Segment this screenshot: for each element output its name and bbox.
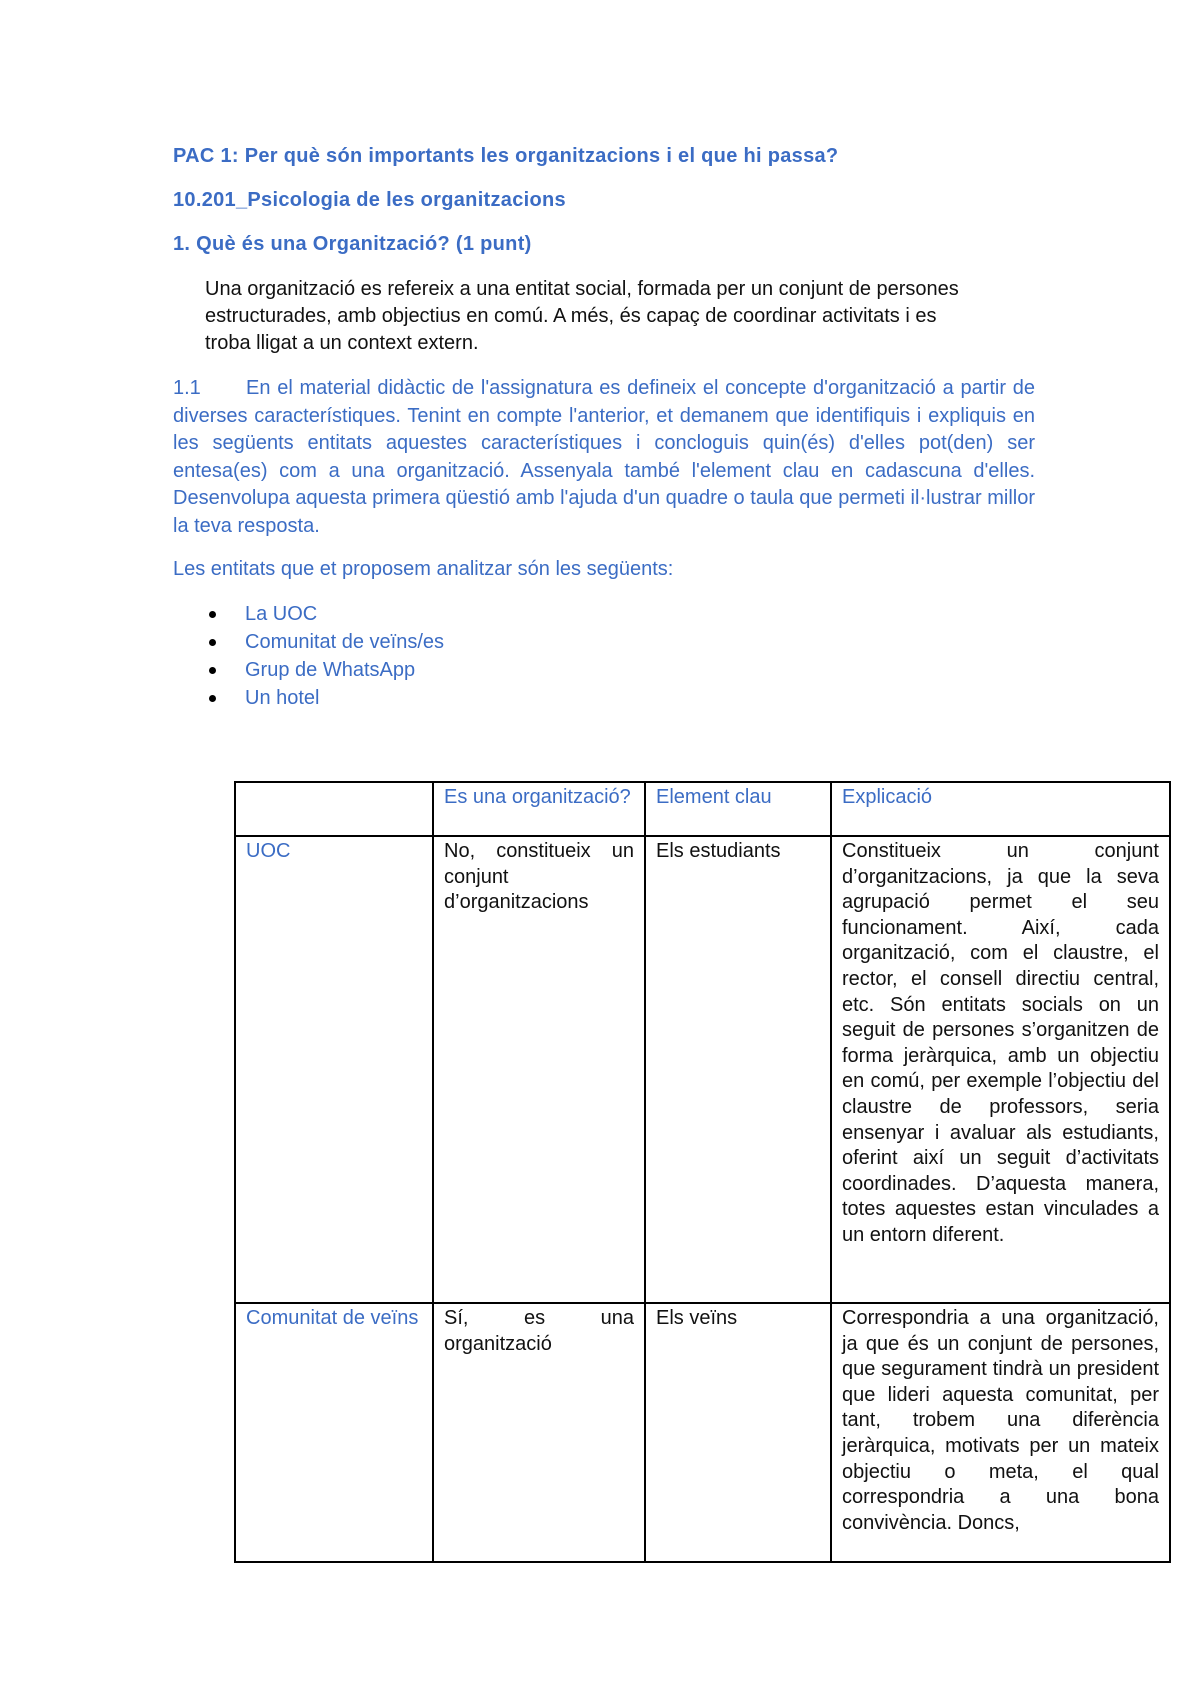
list-item: Comunitat de veïns/es [173,628,444,656]
header-cell-empty [235,782,433,836]
header-cell-key-element: Element clau [645,782,831,836]
question-number: 1.1 [173,377,201,399]
explanation-cell: Constitueix un conjunt d’organitzacions, ja que la seva agrupació permet el seu funcionament. Així, cada organització, com el claustre, el rector, el consell directiu central, etc. Són entitats socials on un seguit de persones s’organitzen de forma jeràrquica, amb un objectiu en comú, per exemple l’objectiu del claustre de professors, seria ensenyar i avaluar als estudiants, oferint així un seguit d’activitats coordinades. D’aquesta manera, totes aquestes estan vinculades a un entorn diferent. [831,836,1170,1303]
entity-cell: UOC [235,836,433,1303]
assignment-title: PAC 1: Per què són importants les organitzacions i el que hi passa? [173,145,839,167]
table-header-row [235,782,1170,836]
course-title: 10.201_Psicologia de les organitzacions [173,189,566,211]
header-cell-is-org: Es una organització? [433,782,645,836]
bullet-icon [209,639,216,646]
entity-cell: Comunitat de veïns [235,1303,433,1562]
key-element-cell: Els estudiants [645,836,831,1303]
list-item: Un hotel [173,684,444,712]
section-heading: 1. Què és una Organització? (1 punt) [173,233,532,255]
intro-paragraph: Una organització es refereix a una entitat social, formada per un conjunt de persones estructurades, amb objectius en comú. A més, és capaç de coordinar activitats i es troba lligat a un context extern. [205,278,959,354]
header-cell-explanation: Explicació [831,782,1170,836]
table-row [235,836,1170,1303]
list-item: La UOC [173,600,444,628]
bullet-icon [209,611,216,618]
entities-list [173,600,444,712]
question-paragraph [173,375,1035,541]
key-element-cell: Els veïns [645,1303,831,1562]
bullet-icon [209,667,216,674]
analysis-table [234,781,1171,1563]
entities-lead: Les entitats que et proposem analitzar són les següents: [173,558,674,580]
bullet-icon [209,695,216,702]
table-row [235,1303,1170,1562]
explanation-cell: Correspondria a una organització, ja que és un conjunt de persones, que segurament tindrà un president que lideri aquesta comunitat, per tant, trobem una diferència jeràrquica, motivats per un mateix objectiu o meta, el qual correspondria a una bona convivència. Doncs, [831,1303,1170,1562]
is-org-cell: Sí, es una organització [433,1303,645,1562]
is-org-cell: No, constitueix un conjunt d’organitzacions [433,836,645,1303]
question-text: En el material didàctic de l'assignatura es defineix el concepte d'organització a partir de diverses característiques. Tenint en compte l'anterior, et demanem que identifiquis i expliquis en les següents entitats aquestes característiques i concloguis quin(és) d'elles pot(den) ser entesa(es) com a una organització. Assenyala també l'element clau en cadascuna d'elles. Desenvolupa aquesta primera qüestió amb l'ajuda d'un quadre o taula que permeti il·lustrar millor la teva resposta. [173,377,1035,537]
list-item: Grup de WhatsApp [173,656,444,684]
